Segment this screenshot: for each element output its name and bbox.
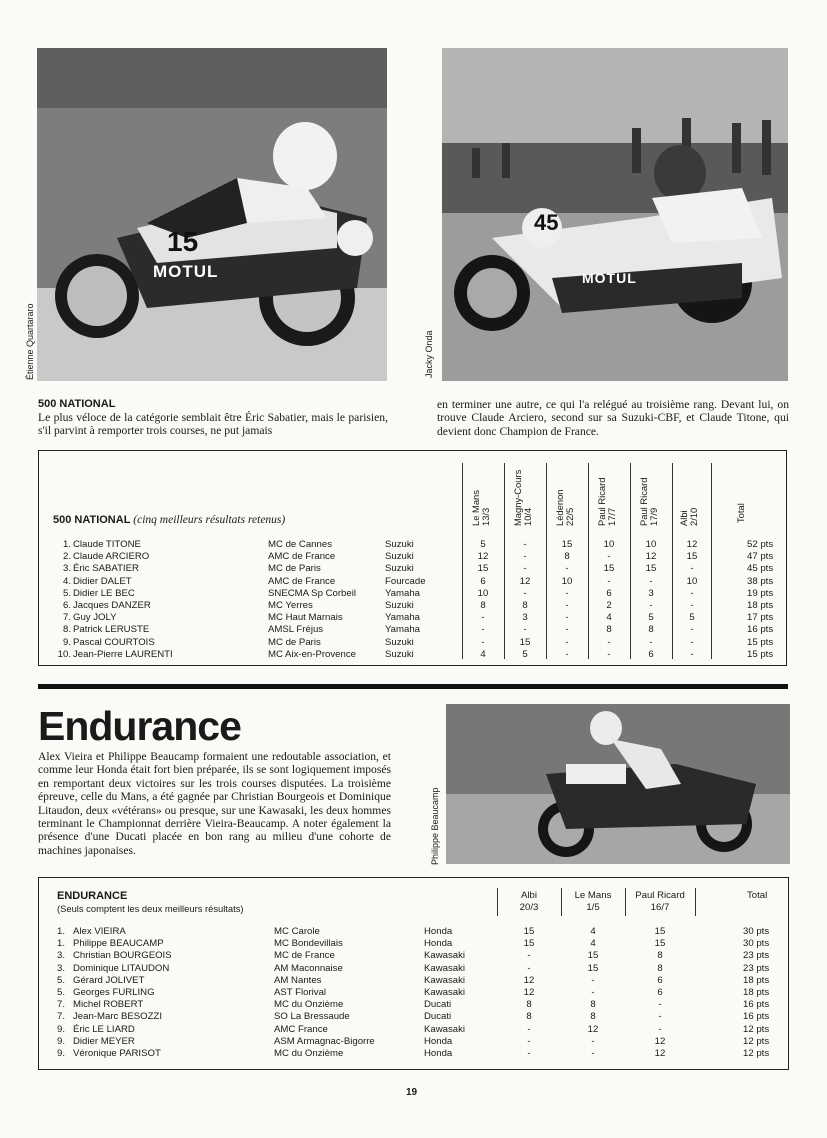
result: - bbox=[607, 636, 611, 648]
photo2-credit: Jacky Onda bbox=[424, 330, 434, 378]
result: 8 bbox=[648, 624, 654, 636]
endurance-rows bbox=[39, 926, 788, 1066]
endurance-text: Alex Vieira et Philippe Beaucamp formaient une redoutable association, et comme leur Honda était fort bien préparée, ils se sont logiquement imposés en remportant deux victoires sur les trois courses disputées. La troisième épreuve, celle du Mans, a été gagnée par Christian Bourgeois et Dominique Litaudon, deux «vétérans» ou presque, sur une Kawasaki, les deux hommes terminant le Championnat derrière Vieira-Beaucamp. A noter également la présence d'une Ducati placée en bon rang au milieu d'une cohorte de machines japonaises. bbox=[38, 750, 391, 857]
result: 8 bbox=[526, 999, 532, 1011]
result: 15 bbox=[561, 539, 573, 550]
rider-name: Pascal COURTOIS bbox=[73, 636, 155, 648]
motorcycle-15-illustration bbox=[37, 48, 387, 381]
table-row bbox=[39, 926, 788, 938]
result: - bbox=[690, 624, 694, 636]
national-text-left: Le plus véloce de la catégorie semblait être Éric Sabatier, mais le parisien, s'il parvint à remporter trois courses, ne put jamais bbox=[38, 411, 388, 438]
result: 6 bbox=[648, 648, 654, 660]
bike: Suzuki bbox=[385, 551, 414, 563]
rider-name: Claude TITONE bbox=[73, 539, 141, 550]
total: 45 pts bbox=[747, 563, 774, 575]
bike-number-15: 15 bbox=[167, 226, 199, 257]
table-row bbox=[39, 1011, 788, 1023]
total: 12 pts bbox=[743, 1048, 770, 1059]
total: 12 pts bbox=[743, 1023, 770, 1035]
table-row bbox=[39, 624, 786, 636]
bike: Ducati bbox=[424, 999, 452, 1011]
club: MC de Paris bbox=[268, 636, 321, 648]
result: - bbox=[690, 648, 694, 660]
result: - bbox=[658, 1011, 662, 1023]
result: 6 bbox=[657, 974, 663, 986]
result: - bbox=[690, 636, 694, 648]
result: - bbox=[523, 587, 527, 599]
result: - bbox=[649, 600, 653, 611]
result: - bbox=[565, 563, 569, 575]
result: - bbox=[649, 575, 653, 587]
result: 4 bbox=[480, 648, 486, 660]
bike: Kawasaki bbox=[424, 962, 466, 974]
col-header-total: Total bbox=[735, 503, 746, 523]
rank: 7. bbox=[57, 1011, 66, 1023]
result: 15 bbox=[654, 938, 666, 950]
bike-sponsor-2: MOTUL bbox=[582, 270, 637, 286]
total: 52 pts bbox=[747, 539, 774, 550]
club: SO La Bressaude bbox=[274, 1011, 350, 1023]
rank: 3. bbox=[57, 962, 66, 974]
bike: Suzuki bbox=[385, 563, 414, 575]
result: - bbox=[527, 1035, 531, 1047]
result: 8 bbox=[522, 600, 528, 611]
result: - bbox=[658, 1023, 662, 1035]
result: 15 bbox=[523, 926, 535, 937]
national-text-right: en terminer une autre, ce qui l'a relégué au troisième rang. Devant lui, on trouve Claude Arciero, second sur sa Suzuki-CBF, et Claude Titone, qui devient donc Champion de France. bbox=[437, 398, 789, 438]
rider-name: Dominique LITAUDON bbox=[73, 962, 170, 974]
result: - bbox=[565, 648, 569, 660]
bike: Honda bbox=[424, 1035, 453, 1047]
result: - bbox=[690, 587, 694, 599]
rank: 9. bbox=[57, 1023, 66, 1035]
club: MC Bondevillais bbox=[274, 938, 343, 950]
rank: 1. bbox=[57, 938, 66, 950]
total: 18 pts bbox=[743, 987, 770, 998]
result: 15 bbox=[587, 950, 599, 962]
result: - bbox=[527, 1023, 531, 1035]
club: AM Nantes bbox=[274, 974, 322, 986]
table-row bbox=[39, 999, 788, 1011]
bike: Honda bbox=[424, 926, 453, 937]
bike: Fourcade bbox=[385, 575, 426, 587]
rider-name: Guy JOLY bbox=[73, 612, 117, 624]
club: AMC France bbox=[274, 1023, 328, 1035]
col-divider bbox=[695, 888, 696, 916]
result: 15 bbox=[645, 563, 657, 575]
club: ASM Armagnac-Bigorre bbox=[274, 1035, 375, 1047]
national-table-title bbox=[53, 514, 285, 526]
photo-motorcycle-45 bbox=[442, 48, 788, 381]
table-row bbox=[39, 600, 786, 612]
national-table bbox=[38, 450, 787, 666]
photo1-credit: Étienne Quartararo bbox=[25, 303, 35, 380]
total: 16 pts bbox=[743, 1011, 770, 1023]
end-col-le-mans-name: Le Mans bbox=[574, 890, 612, 901]
total: 15 pts bbox=[747, 636, 774, 648]
total: 18 pts bbox=[747, 600, 774, 611]
result: 6 bbox=[606, 587, 612, 599]
rider-name: Jean-Pierre LAURENTI bbox=[73, 648, 173, 660]
rider-name: Éric LE LIARD bbox=[73, 1023, 135, 1035]
result: 10 bbox=[645, 539, 657, 550]
col-header-albi: Albi 2/10 bbox=[678, 507, 699, 526]
total: 30 pts bbox=[743, 926, 770, 937]
result: 6 bbox=[657, 987, 663, 998]
total: 23 pts bbox=[743, 962, 770, 974]
table-row bbox=[39, 612, 786, 624]
end-col-total: Total bbox=[747, 890, 768, 901]
result: 3 bbox=[648, 587, 654, 599]
result: 10 bbox=[603, 539, 615, 550]
result: 8 bbox=[657, 962, 663, 974]
result: - bbox=[649, 636, 653, 648]
endurance-table-title: ENDURANCE bbox=[57, 890, 128, 902]
table-row bbox=[39, 1048, 788, 1060]
rider-name: Jean-Marc BESOZZI bbox=[73, 1011, 163, 1023]
end-col-albi-date: 20/3 bbox=[519, 902, 539, 913]
bike: Suzuki bbox=[385, 636, 414, 648]
national-table-title-text: 500 NATIONAL bbox=[53, 514, 131, 526]
bike-sponsor: MOTUL bbox=[153, 262, 219, 281]
total: 16 pts bbox=[743, 999, 770, 1011]
bike: Kawasaki bbox=[424, 1023, 466, 1035]
rank: 1. bbox=[62, 539, 71, 550]
total: 12 pts bbox=[743, 1035, 770, 1047]
club: AMSL Fréjus bbox=[268, 624, 324, 636]
result: - bbox=[527, 962, 531, 974]
result: - bbox=[481, 612, 485, 624]
rank: 9. bbox=[57, 1035, 66, 1047]
col-header-paul-ricard-2: Paul Ricard 17/9 bbox=[638, 477, 659, 526]
result: - bbox=[523, 624, 527, 636]
club: MC Aix-en-Provence bbox=[268, 648, 356, 660]
result: 12 bbox=[587, 1023, 599, 1035]
result: 8 bbox=[606, 624, 612, 636]
result: 15 bbox=[654, 926, 666, 937]
total: 23 pts bbox=[743, 950, 770, 962]
rider-name: Alex VIEIRA bbox=[73, 926, 126, 937]
rider-name: Philippe BEAUCAMP bbox=[73, 938, 164, 950]
result: - bbox=[565, 600, 569, 611]
result: 12 bbox=[523, 987, 535, 998]
result: 15 bbox=[587, 962, 599, 974]
rank: 8. bbox=[62, 624, 71, 636]
result: - bbox=[690, 563, 694, 575]
result: 6 bbox=[480, 575, 486, 587]
result: 12 bbox=[645, 551, 657, 563]
result: 12 bbox=[654, 1048, 666, 1059]
result: 5 bbox=[480, 539, 486, 550]
end-col-paul-ricard-name: Paul Ricard bbox=[635, 890, 685, 901]
rank: 3. bbox=[62, 563, 71, 575]
club: AST Florival bbox=[274, 987, 327, 998]
end-col-paul-ricard bbox=[625, 890, 695, 914]
result: 4 bbox=[590, 938, 596, 950]
result: 12 bbox=[477, 551, 489, 563]
result: 8 bbox=[590, 1011, 596, 1023]
result: - bbox=[565, 624, 569, 636]
result: 15 bbox=[477, 563, 489, 575]
table-row bbox=[39, 975, 788, 987]
total: 16 pts bbox=[747, 624, 774, 636]
rank: 6. bbox=[62, 600, 71, 611]
club: MC du Onzième bbox=[274, 999, 344, 1011]
club: MC Haut Marnais bbox=[268, 612, 343, 624]
result: - bbox=[591, 1035, 595, 1047]
total: 38 pts bbox=[747, 575, 774, 587]
result: - bbox=[607, 648, 611, 660]
end-col-albi bbox=[497, 890, 561, 914]
rider-name: Patrick LERUSTE bbox=[73, 624, 150, 636]
bike: Yamaha bbox=[385, 587, 421, 599]
table-row bbox=[39, 987, 788, 999]
club: MC de Paris bbox=[268, 563, 321, 575]
end-col-le-mans bbox=[561, 890, 625, 914]
rider-name: Christian BOURGEOIS bbox=[73, 950, 172, 962]
national-table-subtitle: (cinq meilleurs résultats retenus) bbox=[133, 514, 286, 526]
result: 8 bbox=[564, 551, 570, 563]
total: 15 pts bbox=[747, 648, 774, 660]
result: - bbox=[565, 636, 569, 648]
result: - bbox=[591, 987, 595, 998]
bike: Yamaha bbox=[385, 624, 421, 636]
result: 15 bbox=[523, 938, 535, 950]
table-row bbox=[39, 588, 786, 600]
rider-name: Éric SABATIER bbox=[73, 563, 139, 575]
result: 2 bbox=[606, 600, 612, 611]
total: 30 pts bbox=[743, 938, 770, 950]
end-col-le-mans-date: 1/5 bbox=[586, 902, 600, 913]
result: - bbox=[607, 575, 611, 587]
result: - bbox=[565, 612, 569, 624]
result: 12 bbox=[686, 539, 698, 550]
endurance-table bbox=[38, 877, 789, 1070]
rank: 5. bbox=[57, 974, 66, 986]
result: - bbox=[607, 551, 611, 563]
rider-name: Jacques DANZER bbox=[73, 600, 151, 611]
result: 4 bbox=[590, 926, 596, 937]
result: 5 bbox=[522, 648, 528, 660]
col-header-paul-ricard-1: Paul Ricard 17/7 bbox=[596, 477, 617, 526]
table-row bbox=[39, 539, 786, 551]
national-rows bbox=[39, 539, 786, 663]
club: MC du Onzième bbox=[274, 1048, 344, 1059]
page-number: 19 bbox=[406, 1087, 418, 1098]
result: - bbox=[565, 587, 569, 599]
result: - bbox=[481, 624, 485, 636]
table-row bbox=[39, 563, 786, 575]
result: - bbox=[591, 974, 595, 986]
club: MC Yerres bbox=[268, 600, 313, 611]
result: 10 bbox=[477, 587, 489, 599]
result: 5 bbox=[689, 612, 695, 624]
rank: 10. bbox=[57, 648, 71, 660]
table-row bbox=[39, 637, 786, 649]
rider-name: Didier MEYER bbox=[73, 1035, 135, 1047]
result: - bbox=[481, 636, 485, 648]
bike: Suzuki bbox=[385, 648, 414, 660]
result: 3 bbox=[522, 612, 528, 624]
result: 8 bbox=[526, 1011, 532, 1023]
rider-name: Didier LE BEC bbox=[73, 587, 135, 599]
motorcycle-45-illustration bbox=[442, 48, 788, 381]
club: AMC de France bbox=[268, 575, 336, 587]
bike: Honda bbox=[424, 938, 453, 950]
result: - bbox=[523, 551, 527, 563]
result: 10 bbox=[686, 575, 698, 587]
result: 8 bbox=[657, 950, 663, 962]
bike: Suzuki bbox=[385, 600, 414, 611]
bike: Suzuki bbox=[385, 539, 414, 550]
end-col-paul-ricard-date: 16/7 bbox=[650, 902, 670, 913]
rank: 5. bbox=[62, 587, 71, 599]
endurance-bike-illustration bbox=[446, 704, 790, 864]
endurance-title: Endurance bbox=[38, 703, 241, 749]
rider-name: Georges FURLING bbox=[73, 987, 155, 998]
table-row bbox=[39, 1024, 788, 1036]
result: 8 bbox=[480, 600, 486, 611]
total: 18 pts bbox=[743, 974, 770, 986]
table-row bbox=[39, 649, 786, 661]
photo3-credit: Philippe Beaucamp bbox=[430, 787, 440, 865]
result: 15 bbox=[603, 563, 615, 575]
total: 19 pts bbox=[747, 587, 774, 599]
rank: 4. bbox=[62, 575, 71, 587]
table-row bbox=[39, 963, 788, 975]
endurance-table-subtitle: (Seuls comptent les deux meilleurs résultats) bbox=[57, 903, 244, 914]
table-row bbox=[39, 576, 786, 588]
club: AM Maconnaise bbox=[274, 962, 343, 974]
table-row bbox=[39, 938, 788, 950]
result: - bbox=[658, 999, 662, 1011]
result: 15 bbox=[686, 551, 698, 563]
rank: 5. bbox=[57, 987, 66, 998]
photo-motorcycle-15 bbox=[37, 48, 387, 381]
club: MC de Cannes bbox=[268, 539, 332, 550]
rank: 3. bbox=[57, 950, 66, 962]
bike: Honda bbox=[424, 1048, 453, 1059]
rider-name: Michel ROBERT bbox=[73, 999, 144, 1011]
section-divider bbox=[38, 684, 788, 689]
rank: 9. bbox=[57, 1048, 66, 1059]
result: 12 bbox=[519, 575, 531, 587]
club: AMC de France bbox=[268, 551, 336, 563]
result: 4 bbox=[606, 612, 612, 624]
total: 17 pts bbox=[747, 612, 774, 624]
club: SNECMA Sp Corbeil bbox=[268, 587, 356, 599]
result: - bbox=[523, 563, 527, 575]
table-row bbox=[39, 950, 788, 962]
photo-endurance-bike bbox=[446, 704, 790, 864]
rider-name: Claude ARCIERO bbox=[73, 551, 150, 563]
bike: Kawasaki bbox=[424, 987, 466, 998]
table-row bbox=[39, 1036, 788, 1048]
club: MC de France bbox=[274, 950, 335, 962]
result: - bbox=[527, 1048, 531, 1059]
col-header-magny-cours: Magny-Cours 10/4 bbox=[512, 469, 533, 526]
club: MC Carole bbox=[274, 926, 320, 937]
col-header-ledenon: Lédenon 22/5 bbox=[554, 489, 575, 526]
rank: 9. bbox=[62, 636, 71, 648]
result: - bbox=[591, 1048, 595, 1059]
rider-name: Didier DALET bbox=[73, 575, 132, 587]
result: 8 bbox=[590, 999, 596, 1011]
national-heading: 500 NATIONAL bbox=[38, 398, 116, 410]
result: - bbox=[523, 539, 527, 550]
table-row bbox=[39, 551, 786, 563]
end-col-albi-name: Albi bbox=[521, 890, 537, 901]
col-header-le-mans: Le Mans 13/3 bbox=[470, 490, 491, 526]
rider-name: Gérard JOLIVET bbox=[73, 974, 145, 986]
result: 12 bbox=[654, 1035, 666, 1047]
rider-name: Véronique PARISOT bbox=[73, 1048, 161, 1059]
result: 10 bbox=[561, 575, 573, 587]
result: 15 bbox=[519, 636, 531, 648]
bike: Kawasaki bbox=[424, 950, 466, 962]
result: - bbox=[527, 950, 531, 962]
bike: Yamaha bbox=[385, 612, 421, 624]
rank: 1. bbox=[57, 926, 66, 937]
rank: 7. bbox=[62, 612, 71, 624]
result: 12 bbox=[523, 974, 535, 986]
bike: Kawasaki bbox=[424, 974, 466, 986]
bike: Ducati bbox=[424, 1011, 452, 1023]
total: 47 pts bbox=[747, 551, 774, 563]
rank: 2. bbox=[62, 551, 71, 563]
result: 5 bbox=[648, 612, 654, 624]
bike-number-45: 45 bbox=[534, 210, 559, 235]
result: - bbox=[690, 600, 694, 611]
rank: 7. bbox=[57, 999, 66, 1011]
